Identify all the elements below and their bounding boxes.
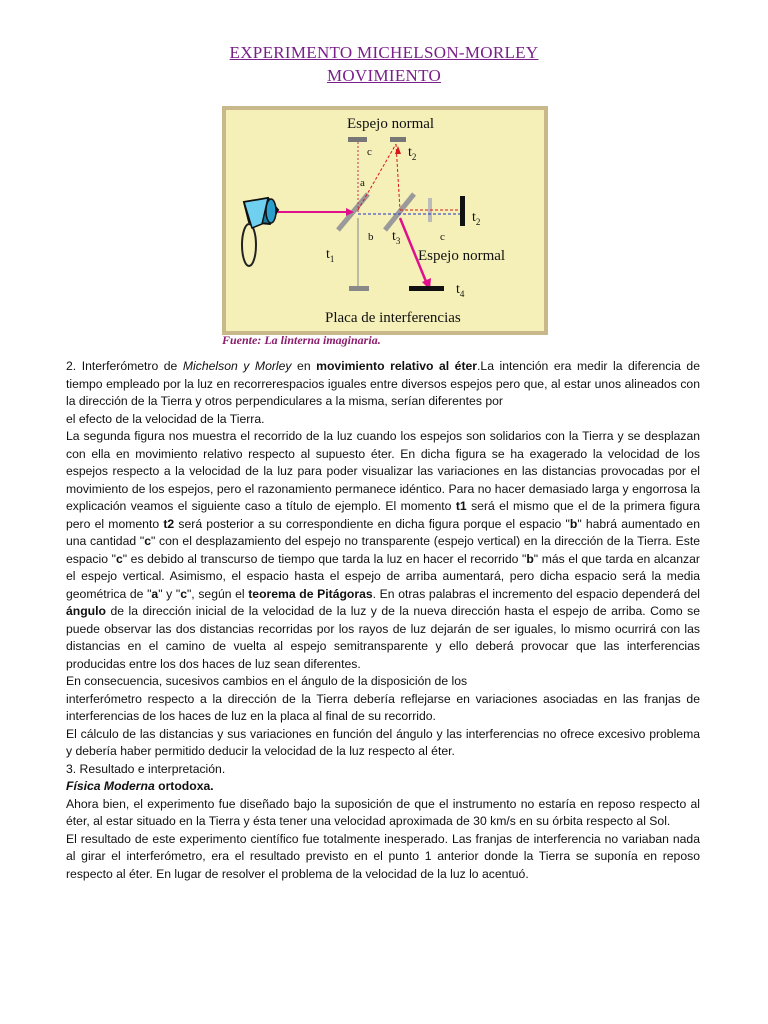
label-t1: $t_1$ bbox=[326, 247, 335, 264]
plate-initial bbox=[349, 286, 369, 291]
label-seg-c-right: c bbox=[440, 231, 445, 243]
label-interference-plate: Placa de interferencias bbox=[325, 310, 461, 326]
article-body bbox=[66, 358, 700, 883]
label-seg-c-top: c bbox=[367, 146, 372, 158]
label-t3: $t_3$ bbox=[392, 229, 401, 246]
top-mirror-moved bbox=[390, 137, 406, 142]
paragraph-consequence: interferómetro respecto a la dirección de la Tierra debería reflejarse en variaciones asociadas en las franjas de interferencias de los haces de luz en la placa al final de su recorrido. bbox=[66, 691, 700, 723]
plate-moved bbox=[409, 286, 444, 291]
top-mirror-fixed bbox=[348, 137, 367, 142]
label-top-mirror: Espejo normal bbox=[347, 116, 435, 132]
document-title: EXPERIMENTO MICHELSON-MORLEY bbox=[229, 43, 539, 62]
label-t4: $t_4$ bbox=[456, 282, 465, 299]
label-seg-a: a bbox=[360, 177, 365, 189]
right-mirror-moved bbox=[460, 196, 465, 226]
heading-modern-physics: Física Moderna ortodoxa. bbox=[66, 779, 214, 793]
label-t2-top: $t_2$ bbox=[408, 145, 417, 162]
paragraph-result: El resultado de este experimento científico fue totalmente inesperado. Las franjas de interferencia no variaban nada al girar el interferómetro, era el resultado previsto en el punto 1 anterior donde la Tierra se suponía en reposo respecto al éter. En lugar de resolver el problema de la velocidad de la luz lo acentuó. bbox=[66, 831, 700, 881]
paragraph-second-figure: La segunda figura nos muestra el recorrido de la luz cuando los espejos son solidarios con la Tierra y se desplazan con ella en movimiento relativo respecto al supuesto éter. En dicha figura se ha exagerado la velocidad de los espejos respecto a la velocidad de la luz para poder visualizar las variaciones en las distancias provocadas por el movimiento de los espejos, pero el razonamiento permanece idéntico. Para no hacer demasiado larga y engorrosa la explicación veamos el siguiente caso a título de ejemplo. El momento t1 será el mismo que el de la primera figura pero el momento t2 será posterior a su correspondiente en dicha figura porque el espacio "b" habrá aumentado en una cantidad "c" con el desplazamiento del espejo no transparente (espejo vertical) en la dirección de la Tierra. Este espacio "c" es debido al transcurso de tiempo que tarda la luz en hacer el recorrido "b" más el que tarda en alcanzar el espejo vertical. Asimismo, el espacio hasta el espejo de arriba aumentará, pero dicha espacio será la media geométrica de "a" y "c", según el teorema de Pitágoras. En otras palabras el incremento del espacio dependerá del ángulo de la dirección inicial de la velocidad de la luz y de la nueva dirección hasta el espejo de arriba. Como se puede observar las dos distancias recorridas por los rayos de luz dejarán de ser iguales, lo mismo ocurrirá con las distancias en el camino de vuelta al espejo semitransparente y ello deberá provocar que las interferencias producidas entre los dos haces de luz sean diferentes. bbox=[66, 429, 701, 671]
interferometer-diagram bbox=[222, 106, 548, 335]
figure-caption: Fuente: La linterna imaginaria. bbox=[222, 333, 381, 347]
document-subtitle: MOVIMIENTO bbox=[326, 66, 442, 85]
label-seg-b: b bbox=[368, 231, 374, 243]
label-right-mirror: Espejo normal bbox=[418, 248, 506, 264]
label-t2-right: $t_2$ bbox=[472, 210, 481, 227]
paragraph-interferometer-end: el efecto de la velocidad de la Tierra. bbox=[66, 411, 265, 426]
section-heading-result: 3. Resultado e interpretación. bbox=[66, 761, 226, 776]
paragraph-design: Ahora bien, el experimento fue diseñado bajo la suposición de que el instrumento no estaría en reposo respecto al éter, al estar situado en la Tierra y ésta tener una velocidad aproximada de 30 km/s en su órbita respecto al Sol. bbox=[66, 796, 700, 828]
paragraph-interferometer: 2. Interferómetro de Michelson y Morley en movimiento relativo al éter.La intención era medir la diferencia de tiempo empleado por la luz en recorrerespacios iguales entre diversos espejos pero que, al estar unos alineados con la dirección de la Tierra y otros perpendiculares a la misma, serían diferentes por bbox=[66, 359, 700, 408]
paragraph-consequence-start: En consecuencia, sucesivos cambios en el ángulo de la disposición de los bbox=[66, 674, 468, 688]
paragraph-calculation: El cálculo de las distancias y sus variaciones en función del ángulo y las interferencias no ofrece excesivo problema y debería haber permitido deducir la velocidad de la luz respecto al éter. bbox=[66, 726, 700, 758]
